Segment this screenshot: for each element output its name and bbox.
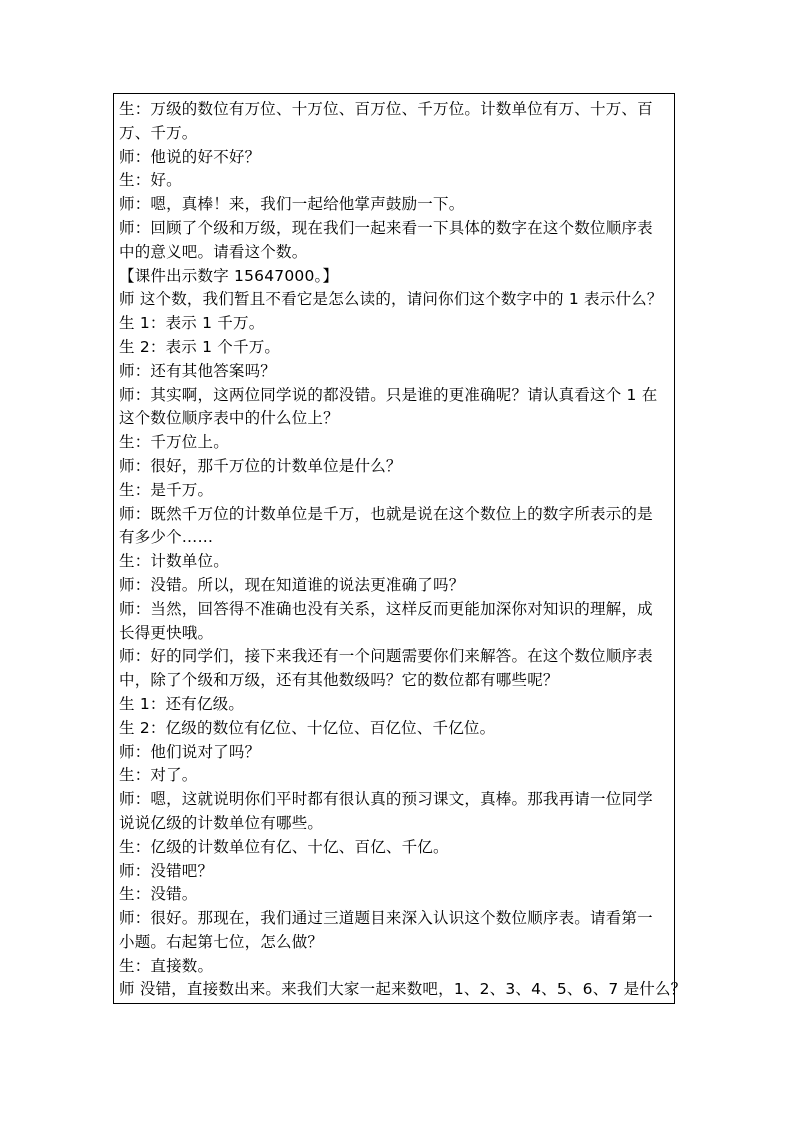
text-line: 师：没错吧？	[119, 861, 214, 880]
text-line: 生：亿级的计数单位有亿、十亿、百亿、千亿。	[119, 837, 449, 856]
text-line: 万、千万。	[119, 123, 198, 142]
text-line: 生：直接数。	[119, 956, 214, 975]
text-line: 师：还有其他答案吗？	[119, 361, 277, 380]
text-line: 师：嗯，这就说明你们平时都有很认真的预习课文，真棒。那我再请一位同学	[119, 790, 653, 809]
text-line: 师：其实啊，这两位同学说的都没错。只是谁的更准确呢？请认真看这个 1 在	[119, 385, 658, 404]
text-line: 师：他说的好不好？	[119, 147, 261, 166]
dialogue-text-block	[119, 98, 687, 1002]
text-line: 这个数位顺序表中的什么位上？	[119, 409, 339, 428]
text-line: 生：千万位上。	[119, 433, 229, 452]
text-line: 生：对了。	[119, 766, 198, 785]
text-line: 有多少个……	[119, 528, 214, 547]
text-line: 生 2：亿级的数位有亿位、十亿位、百亿位、千亿位。	[119, 718, 496, 737]
text-line: 师：没错。所以，现在知道谁的说法更准确了吗？	[119, 575, 465, 594]
text-line: 师：很好。那现在，我们通过三道题目来深入认识这个数位顺序表。请看第一	[119, 909, 653, 928]
table-cell-frame	[113, 93, 687, 1004]
text-line: 生 1：表示 1 千万。	[119, 314, 265, 333]
text-line: 生：没错。	[119, 885, 198, 904]
text-line: 长得更快哦。	[119, 623, 214, 642]
text-line: 生：计数单位。	[119, 552, 229, 571]
text-line: 【课件出示数字 15647000。】	[119, 266, 339, 285]
text-line: 师：当然，回答得不准确也没有关系，这样反而更能加深你对知识的理解，成	[119, 599, 653, 618]
text-line: 生：好。	[119, 171, 182, 190]
text-line: 师：好的同学们，接下来我还有一个问题需要你们来解答。在这个数位顺序表	[119, 647, 653, 666]
text-line: 师 这个数，我们暂且不看它是怎么读的，请问你们这个数字中的 1 表示什么？	[119, 290, 663, 309]
text-line: 生 1：还有亿级。	[119, 694, 245, 713]
text-line: 小题。右起第七位，怎么做？	[119, 932, 324, 951]
text-line: 师：他们说对了吗？	[119, 742, 261, 761]
text-line: 说说亿级的计数单位有哪些。	[119, 813, 324, 832]
text-line: 生：是千万。	[119, 480, 214, 499]
text-line: 师：很好，那千万位的计数单位是什么？	[119, 456, 402, 475]
text-line: 师：嗯，真棒！来，我们一起给他掌声鼓励一下。	[119, 195, 465, 214]
text-line: 师：既然千万位的计数单位是千万，也就是说在这个数位上的数字所表示的是	[119, 504, 653, 523]
text-line: 师 没错，直接数出来。来我们大家一起来数吧，1、2、3、4、5、6、7 是什么？	[119, 980, 687, 999]
text-line: 中的意义吧。请看这个数。	[119, 242, 308, 261]
text-line: 生：万级的数位有万位、十万位、百万位、千万位。计数单位有万、十万、百	[119, 100, 653, 118]
text-line: 师：回顾了个级和万级，现在我们一起来看一下具体的数字在这个数位顺序表	[119, 218, 653, 237]
text-line: 生 2：表示 1 个千万。	[119, 337, 281, 356]
text-line: 中，除了个级和万级，还有其他数级吗？它的数位都有哪些呢？	[119, 671, 559, 690]
